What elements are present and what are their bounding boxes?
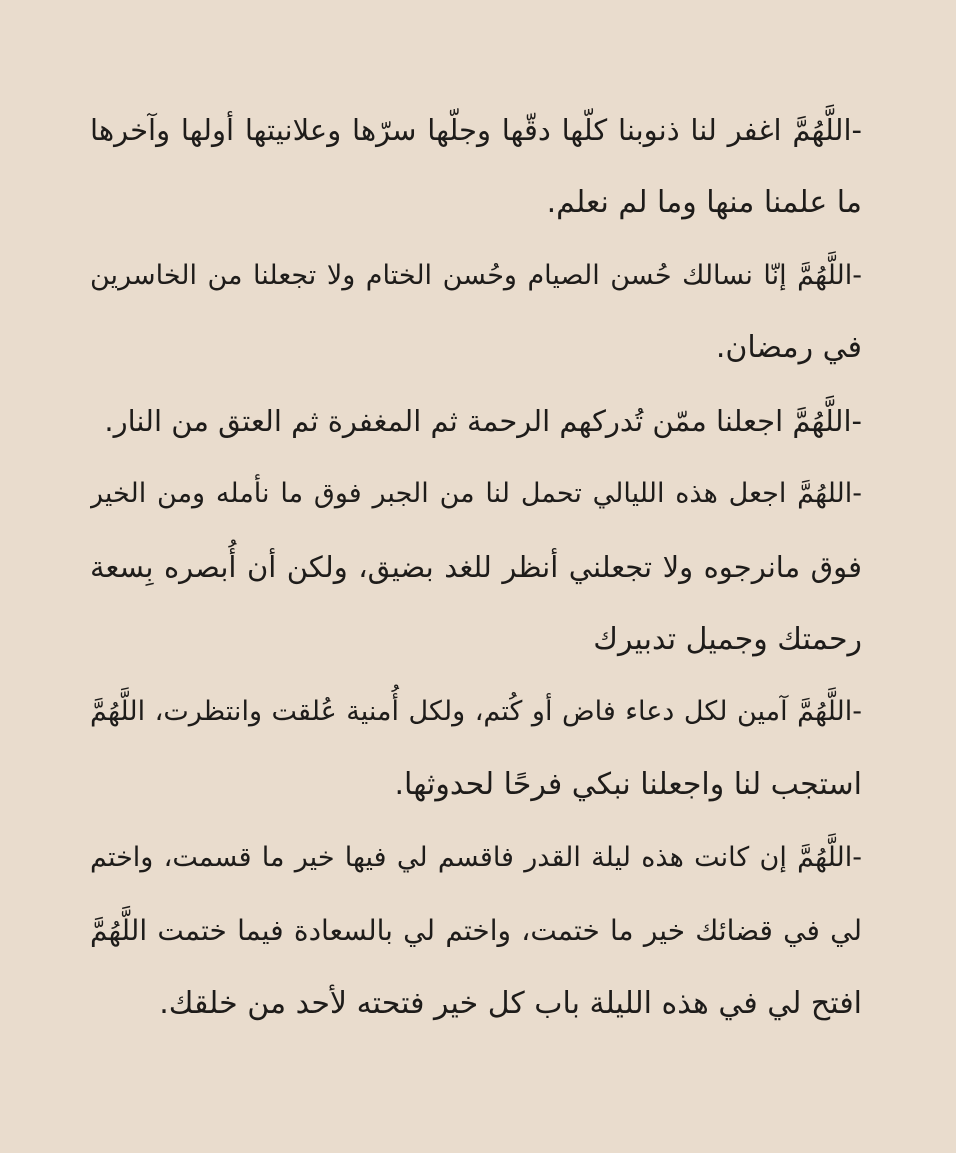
- dua-line: -اللهُمَّ اجعل هذه الليالي تحمل لنا من الجبر فوق ما نأمله ومن الخير: [90, 477, 862, 509]
- dua-line: -اللَّهُمَّ إن كانت هذه ليلة القدر فاقسم لي فيها خير ما قسمت، واختم: [90, 841, 862, 873]
- dua-line: فوق مانرجوه ولا تجعلني أنظر للغد بضيق، ولكن أن أُبصره بِسعة: [90, 549, 862, 584]
- dua-line: -اللَّهُمَّ إنّا نسالك حُسن الصيام وحُسن الختام ولا تجعلنا من الخاسرين: [90, 259, 862, 291]
- dua-line: -اللَّهُمَّ اغفر لنا ذنوبنا كلّها دقّها وجلّها سرّها وعلانيتها أولها وآخرها: [90, 113, 862, 147]
- dua-line: -اللَّهُمَّ اجعلنا ممّن تُدركهم الرحمة ثم المغفرة ثم العتق من النار.: [104, 404, 862, 439]
- dua-line: افتح لي في هذه الليلة باب كل خير فتحته لأحد من خلقك.: [159, 985, 862, 1021]
- dua-line: -اللَّهُمَّ آمين لكل دعاء فاض أو كُتم، ولكل أُمنية عُلقت وانتظرت، اللَّهُمَّ: [90, 696, 862, 728]
- dua-line: لي في قضائك خير ما ختمت، واختم لي بالسعادة فيما ختمت اللَّهُمَّ: [90, 913, 862, 947]
- dua-line: ما علمنا منها وما لم نعلم.: [546, 184, 862, 220]
- dua-line: استجب لنا واجعلنا نبكي فرحًا لحدوثها.: [394, 767, 862, 803]
- dua-line: في رمضان.: [715, 330, 862, 366]
- dua-text-block: [90, 94, 862, 1040]
- dua-line: رحمتك وجميل تدبيرك: [593, 621, 862, 657]
